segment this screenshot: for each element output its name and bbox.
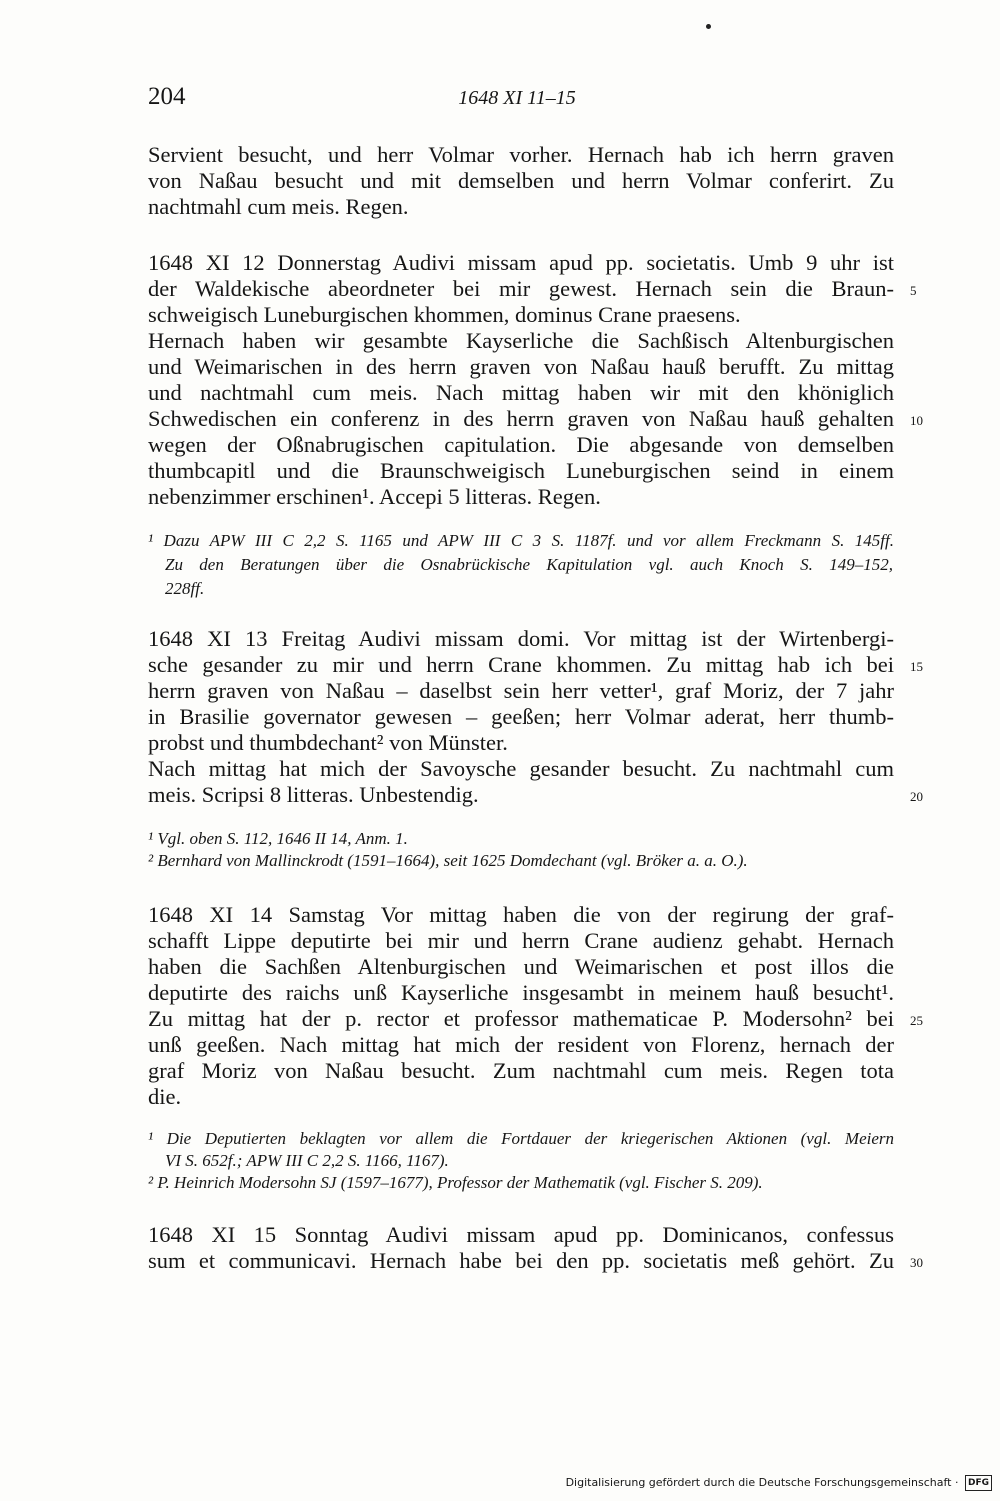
ink-dot bbox=[706, 24, 711, 29]
body-line: thumbcapitl und die Braunschweigisch Luneburgischen seind in einem bbox=[148, 458, 894, 483]
body-line: Hernach haben wir gesambte Kayserliche die Sachßisch Altenburgischen bbox=[148, 328, 894, 353]
line-number: 30 bbox=[910, 1255, 923, 1270]
entry-heading-line: 1648 XI 12 Donnerstag Audivi missam apud pp. societatis. Umb 9 uhr ist bbox=[148, 250, 894, 275]
entry-heading-line: 1648 XI 15 Sonntag Audivi missam apud pp. Dominicanos, confessus bbox=[148, 1222, 894, 1247]
body-line: probst und thumbdechant² von Münster. bbox=[148, 730, 508, 755]
footnote-line: VI S. 652f.; APW III C 2,2 S. 1166, 1167). bbox=[165, 1151, 449, 1170]
line-number: 15 bbox=[910, 659, 923, 674]
body-line: sche gesander zu mir und herrn Crane khommen. Zu mittag hab ich bei bbox=[148, 652, 894, 677]
line-number: 10 bbox=[910, 413, 923, 428]
dfg-logo-icon: DFG bbox=[965, 1475, 992, 1491]
body-line: wegen der Oßnabrugischen capitulation. Die abgesande von demselben bbox=[148, 432, 894, 457]
footnote-line: Zu den Beratungen über die Osnabrückische Kapitulation vgl. auch Knoch S. 149–152, bbox=[165, 555, 893, 574]
body-line: die. bbox=[148, 1084, 182, 1109]
body-line: Zu mittag hat der p. rector et professor mathematicae P. Modersohn² bei bbox=[148, 1006, 894, 1031]
body-line: nachtmahl cum meis. Regen. bbox=[148, 194, 409, 219]
body-line: schafft Lippe deputirte bei mir und herrn Crane audienz gehabt. Hernach bbox=[148, 928, 894, 953]
body-line: herrn graven von Naßau – daselbst sein herr vetter¹, graf Moriz, der 7 jahr bbox=[148, 678, 894, 703]
footnote-line: ¹ Vgl. oben S. 112, 1646 II 14, Anm. 1. bbox=[148, 829, 408, 848]
line-number: 25 bbox=[910, 1013, 923, 1028]
body-line: der Waldekische abeordneter bei mir gewest. Hernach sein die Braun- bbox=[148, 276, 894, 301]
body-line: graf Moriz von Naßau besucht. Zum nachtmahl cum meis. Regen tota bbox=[148, 1058, 894, 1083]
footnote-line: ² Bernhard von Mallinckrodt (1591–1664), seit 1625 Domdechant (vgl. Bröker a. a. O.). bbox=[148, 851, 748, 870]
line-number: 20 bbox=[910, 789, 923, 804]
body-line: von Naßau besucht und mit demselben und herrn Volmar conferirt. Zu bbox=[148, 168, 894, 193]
entry-heading-line: 1648 XI 13 Freitag Audivi missam domi. Vor mittag ist der Wirtenbergi- bbox=[148, 626, 894, 651]
body-line: Schwedischen ein conferenz in des herrn graven von Naßau hauß gehalten bbox=[148, 406, 894, 431]
body-line: und Weimarischen in des herrn graven von Naßau hauß berufft. Zu mittag bbox=[148, 354, 894, 379]
entry-heading-line: 1648 XI 14 Samstag Vor mittag haben die von der regirung der graf- bbox=[148, 902, 894, 927]
digitization-footer bbox=[566, 1475, 992, 1491]
body-line: schweigisch Luneburgischen khommen, dominus Crane praesens. bbox=[148, 302, 741, 327]
body-line: Nach mittag hat mich der Savoysche gesander besucht. Zu nachtmahl cum bbox=[148, 756, 894, 781]
line-number: 5 bbox=[910, 283, 917, 298]
footnote-line: 228ff. bbox=[165, 579, 205, 598]
footer-text: Digitalisierung gefördert durch die Deutsche Forschungsgemeinschaft · bbox=[565, 1476, 959, 1489]
footnote-line: ² P. Heinrich Modersohn SJ (1597–1677), Professor der Mathematik (vgl. Fischer S. 209). bbox=[148, 1173, 763, 1192]
footnote-line: ¹ Dazu APW III C 2,2 S. 1165 und APW III C 3 S. 1187f. und vor allem Freckmann S. 145ff. bbox=[148, 531, 894, 550]
body-line: haben die Sachßen Altenburgischen und Weimarischen et post illos die bbox=[148, 954, 894, 979]
body-line: meis. Scripsi 8 litteras. Unbestendig. bbox=[148, 782, 479, 807]
page-number: 204 bbox=[148, 83, 186, 110]
running-head: 1648 XI 11–15 bbox=[458, 87, 576, 109]
body-line: und nachtmahl cum meis. Nach mittag haben wir mit den khöniglich bbox=[148, 380, 894, 405]
body-line: in Brasilie governator gewesen – geeßen; herr Volmar aderat, herr thumb- bbox=[148, 704, 894, 729]
body-line: nebenzimmer erschinen¹. Accepi 5 litteras. Regen. bbox=[148, 484, 601, 509]
body-line: deputirte des raichs unß Kayserliche insgesambt in meinem hauß besucht¹. bbox=[148, 980, 894, 1005]
body-line: unß geeßen. Nach mittag hat mich der resident von Florenz, hernach der bbox=[148, 1032, 894, 1057]
body-line: sum et communicavi. Hernach habe bei den pp. societatis meß gehört. Zu bbox=[148, 1248, 894, 1273]
footnote-line: ¹ Die Deputierten beklagten vor allem die Fortdauer der kriegerischen Aktionen (vgl. Meiern bbox=[148, 1129, 894, 1148]
body-line: Servient besucht, und herr Volmar vorher. Hernach hab ich herrn graven bbox=[148, 142, 894, 167]
